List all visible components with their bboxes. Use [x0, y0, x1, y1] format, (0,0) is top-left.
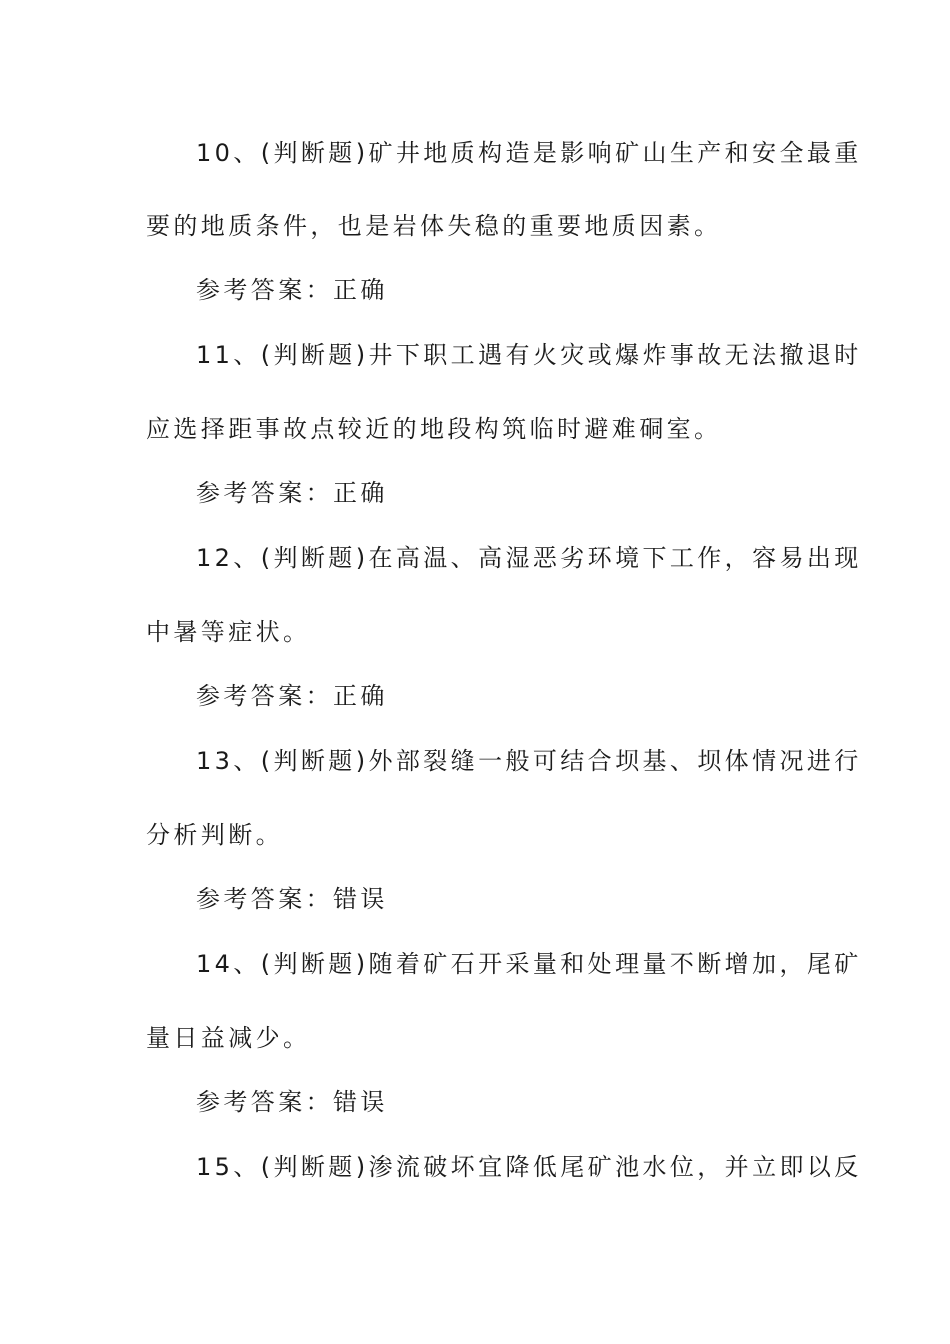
question-12-line-2: 中暑等症状。	[146, 618, 311, 646]
answer-12: 参考答案：正确	[196, 682, 388, 710]
answer-10: 参考答案：正确	[196, 276, 388, 304]
question-10-line-2: 要的地质条件，也是岩体失稳的重要地质因素。	[146, 212, 722, 240]
question-15-line-1: 15、(判断题)渗流破坏宜降低尾矿池水位，并立即以反	[196, 1153, 862, 1181]
question-11-line-2: 应选择距事故点较近的地段构筑临时避难硐室。	[146, 415, 722, 443]
question-14-line-2: 量日益减少。	[146, 1024, 311, 1052]
question-10-line-1: 10、(判断题)矿井地质构造是影响矿山生产和安全最重	[196, 139, 862, 167]
question-14-line-1: 14、(判断题)随着矿石开采量和处理量不断增加，尾矿	[196, 950, 862, 978]
question-11-line-1: 11、(判断题)井下职工遇有火灾或爆炸事故无法撤退时	[196, 341, 862, 369]
question-13-line-2: 分析判断。	[146, 821, 283, 849]
answer-13: 参考答案：错误	[196, 885, 388, 913]
answer-11: 参考答案：正确	[196, 479, 388, 507]
question-13-line-1: 13、(判断题)外部裂缝一般可结合坝基、坝体情况进行	[196, 747, 862, 775]
question-12-line-1: 12、(判断题)在高温、高湿恶劣环境下工作，容易出现	[196, 544, 862, 572]
answer-14: 参考答案：错误	[196, 1088, 388, 1116]
